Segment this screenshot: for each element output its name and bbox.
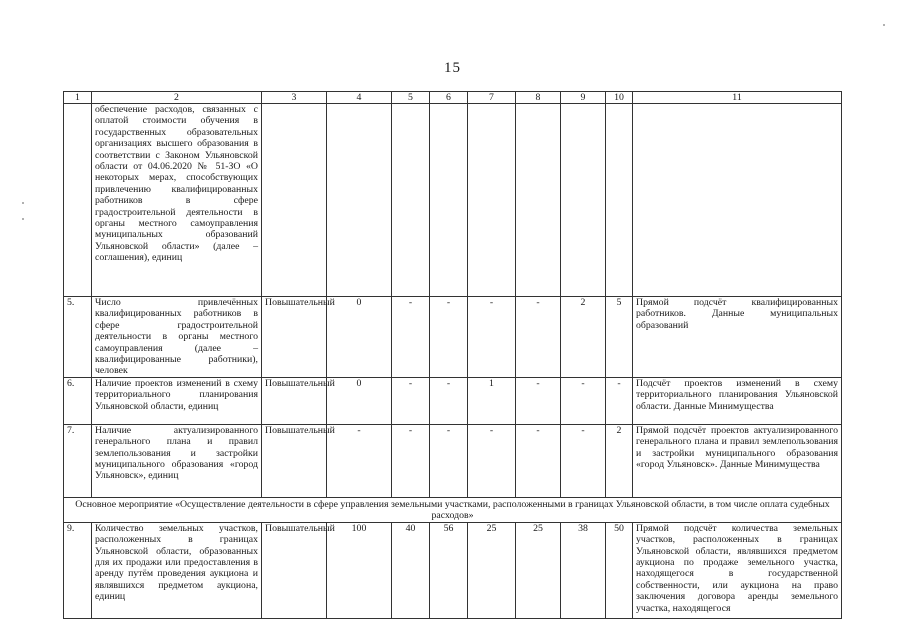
value-col9: - <box>561 377 606 424</box>
value-col9: 38 <box>561 522 606 618</box>
calculation-method: Прямой подсчёт количества земельных участков, расположенных в границах Ульяновской области, являвшихся предметом аукциона по продаже земельного участка, находящегося в государственной собственности, или аукциона на право заключения договора аренды земельного участка, находящегося <box>633 522 842 618</box>
indicators-table <box>63 91 842 619</box>
value-col4: 100 <box>327 522 392 618</box>
value-col10: 50 <box>606 522 633 618</box>
value-col8: - <box>516 377 561 424</box>
header-cell: 1 <box>64 92 92 104</box>
table-header-row <box>64 92 842 104</box>
header-cell: 9 <box>561 92 606 104</box>
row-number <box>64 104 92 297</box>
value-col10: 5 <box>606 297 633 378</box>
indicator-name: обеспечение расходов, связанных с оплатой стоимости обучения в государственных образовательных организациях высшего образования в соответствии с Законом Ульяновской области от 04.06.2020 № 51-ЗО «О некоторых мерах, способствующих привлечению квалифицированных работников в сфере градостроительной деятельности в органы местного самоуправления муниципальных образований Ульяновской области» (далее – соглашения), единиц <box>92 104 262 297</box>
calculation-method: Прямой подсчёт квалифицированных работников. Данные муниципальных образований <box>633 297 842 378</box>
header-cell: 11 <box>633 92 842 104</box>
value-col10 <box>606 104 633 297</box>
value-col7: 1 <box>468 377 516 424</box>
value-col6: - <box>430 297 468 378</box>
value-col4: 0 <box>327 297 392 378</box>
row-number: 7. <box>64 424 92 497</box>
value-col5 <box>392 104 430 297</box>
indicator-name: Наличие актуализированного генерального плана и правил землепользования и застройки муниципального образования «город Ульяновск», единиц <box>92 424 262 497</box>
indicator-type: Повышательный <box>262 297 327 378</box>
calculation-method: Прямой подсчёт проектов актуализированного генерального плана и правил землепользования и застройки муниципального образования «город Ульяновск». Данные Минимущества <box>633 424 842 497</box>
value-col8: - <box>516 424 561 497</box>
value-col9 <box>561 104 606 297</box>
table-row <box>64 297 842 378</box>
value-col9: 2 <box>561 297 606 378</box>
header-cell: 10 <box>606 92 633 104</box>
table-row <box>64 104 842 297</box>
section-row <box>64 497 842 522</box>
row-number: 9. <box>64 522 92 618</box>
header-cell: 8 <box>516 92 561 104</box>
header-cell: 7 <box>468 92 516 104</box>
indicator-type: Повышательный <box>262 377 327 424</box>
section-title: Основное мероприятие «Осуществление деятельности в сфере управления земельными участками, расположенными в границах Ульяновской области, в том числе оплата судебных расходов» <box>64 497 842 522</box>
row-number: 5. <box>64 297 92 378</box>
value-col5: - <box>392 377 430 424</box>
value-col6 <box>430 104 468 297</box>
value-col6: 56 <box>430 522 468 618</box>
header-cell: 3 <box>262 92 327 104</box>
scan-mark <box>22 202 24 204</box>
header-cell: 2 <box>92 92 262 104</box>
table-row <box>64 377 842 424</box>
scan-mark <box>883 24 885 26</box>
value-col7: - <box>468 297 516 378</box>
value-col6: - <box>430 377 468 424</box>
calculation-method: Подсчёт проектов изменений в схему территориального планирования Ульяновской области. Данные Минимущества <box>633 377 842 424</box>
scan-mark <box>22 218 24 220</box>
value-col9: - <box>561 424 606 497</box>
indicator-name: Количество земельных участков, расположенных в границах Ульяновской области, образованных для их продажи или предоставления в аренду путём проведения аукциона и являвшихся предметом аукциона, единиц <box>92 522 262 618</box>
value-col7 <box>468 104 516 297</box>
indicator-name: Число привлечённых квалифицированных работников в сфере градостроительной деятельности в органы местного самоуправления (далее – квалифицированные работники), человек <box>92 297 262 378</box>
header-cell: 4 <box>327 92 392 104</box>
value-col10: - <box>606 377 633 424</box>
value-col5: - <box>392 297 430 378</box>
value-col7: 25 <box>468 522 516 618</box>
value-col5: 40 <box>392 522 430 618</box>
value-col4: 0 <box>327 377 392 424</box>
value-col4 <box>327 104 392 297</box>
header-cell: 6 <box>430 92 468 104</box>
indicator-type <box>262 104 327 297</box>
header-cell: 5 <box>392 92 430 104</box>
row-number: 6. <box>64 377 92 424</box>
value-col6: - <box>430 424 468 497</box>
value-col8: 25 <box>516 522 561 618</box>
indicator-name: Наличие проектов изменений в схему территориального планирования Ульяновской области, единиц <box>92 377 262 424</box>
value-col10: 2 <box>606 424 633 497</box>
page-number: 15 <box>444 60 461 76</box>
value-col5: - <box>392 424 430 497</box>
table-row <box>64 522 842 618</box>
value-col8 <box>516 104 561 297</box>
calculation-method <box>633 104 842 297</box>
indicator-type: Повышательный <box>262 522 327 618</box>
table-row <box>64 424 842 497</box>
indicator-type: Повышательный <box>262 424 327 497</box>
value-col7: - <box>468 424 516 497</box>
value-col8: - <box>516 297 561 378</box>
value-col4: - <box>327 424 392 497</box>
